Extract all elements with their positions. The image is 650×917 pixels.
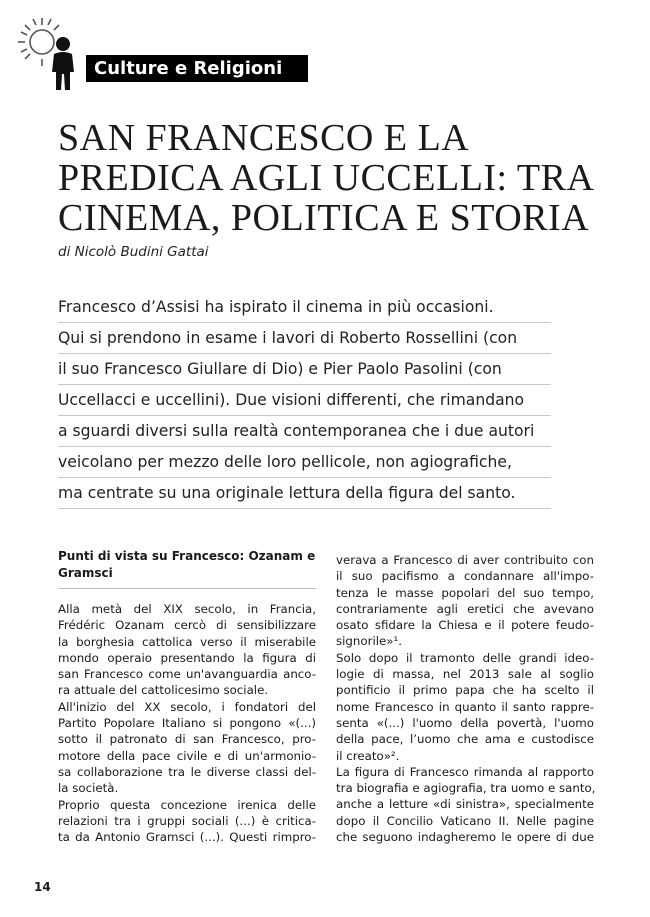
title-line: SAN FRANCESCO E LA — [58, 117, 470, 159]
abstract-line: ma centrate su una originale lettura della figura del santo. — [58, 478, 551, 509]
body-line: Frédéric Ozanam cercò di sensibilizzare — [58, 618, 316, 633]
body-line: La figura di Francesco rimanda al rapporto — [336, 764, 594, 779]
title-line: PREDICA AGLI UCCELLI: TRA — [58, 157, 595, 199]
body-line: della pace, l’uomo che ama e custodisce — [336, 732, 594, 747]
body-column-right — [336, 552, 594, 845]
body-line: mondo operaio presentando la figura di — [58, 650, 316, 665]
body-line: che seguono indagheremo le opere di due — [336, 830, 594, 845]
abstract-line: Francesco d’Assisi ha ispirato il cinema in più occasioni. — [58, 292, 551, 323]
section-subheading — [58, 548, 316, 589]
abstract — [58, 292, 551, 509]
body-line: Alla metà del XIX secolo, in Francia, — [58, 602, 316, 616]
body-line: osato sfidare la Chiesa e il potere feudo- — [336, 618, 594, 633]
body-line: la borghesia cattolica verso il miserabile — [58, 634, 316, 649]
body-line: Solo dopo il tramonto delle grandi ideo- — [336, 650, 594, 665]
body-line: anche a letture «di sinistra», specialmente — [336, 797, 594, 812]
body-line: logie di massa, nel 2013 sale al soglio — [336, 667, 594, 682]
abstract-line: a sguardi diversi sulla realtà contemporanea che i due autori — [58, 416, 551, 447]
body-line: nome Francesco in quanto il santo rappre- — [336, 699, 594, 714]
body-line: pontificio il primo papa che ha scelto il — [336, 683, 594, 698]
abstract-line: Uccellacci e uccellini). Due visioni differenti, che rimandano — [58, 385, 551, 416]
body-line: san Francesco come un'avanguardia anco- — [58, 667, 316, 682]
body-line: Partito Popolare Italiano si pongono «(...) — [58, 716, 316, 731]
body-line: verava a Francesco di aver contribuito con — [336, 553, 594, 567]
article-title — [58, 118, 618, 238]
body-line: sa collaborazione tra le diverse classi del- — [58, 764, 316, 779]
body-line: la società. — [58, 781, 119, 796]
title-line: CINEMA, POLITICA E STORIA — [58, 197, 590, 239]
subheading-line: Gramsci — [58, 566, 113, 580]
body-line: ta da Antonio Gramsci (...). Questi rimpro- — [58, 830, 316, 845]
body-line: All'inizio del XX secolo, i fondatori del — [58, 699, 316, 714]
author-byline: di Nicolò Budini Gattai — [58, 244, 209, 260]
body-line: motore della pace civile e di un'armonio- — [58, 748, 316, 763]
sun-figure-emblem-icon — [18, 14, 84, 92]
subheading-line: Punti di vista su Francesco: Ozanam e — [58, 549, 316, 563]
body-line: tenza le masse popolari del suo tempo, — [336, 585, 594, 600]
body-line: sotto il patronato di san Francesco, pro- — [58, 732, 316, 747]
abstract-line: il suo Francesco Giullare di Dio) e Pier Paolo Pasolini (con — [58, 354, 551, 385]
abstract-line: Qui si prendono in esame i lavori di Roberto Rossellini (con — [58, 323, 551, 354]
body-line: contrariamente agli eretici che avevano — [336, 601, 594, 616]
body-column-left — [58, 548, 316, 845]
body-line: Proprio questa concezione irenica delle — [58, 797, 316, 812]
abstract-line: veicolano per mezzo delle loro pellicole, non agiografiche, — [58, 447, 551, 478]
body-line: dopo il Concilio Vaticano II. Nelle pagine — [336, 813, 594, 828]
body-line: senta «(...) l'uomo della povertà, l'uomo — [336, 715, 594, 730]
body-line: il creato»². — [336, 748, 400, 763]
body-line: ra attuale del cattolicesimo sociale. — [58, 683, 269, 698]
body-line: tra biografia e agiografia, tra uomo e santo, — [336, 781, 596, 796]
body-line: relazioni tra i gruppi sociali (...) è critica- — [58, 813, 316, 828]
section-label: Culture e Religioni — [86, 55, 308, 82]
body-line: signorile»¹. — [336, 634, 402, 649]
body-line: il suo pacifismo a condannare all'impo- — [336, 569, 594, 584]
page-number: 14 — [34, 880, 51, 894]
